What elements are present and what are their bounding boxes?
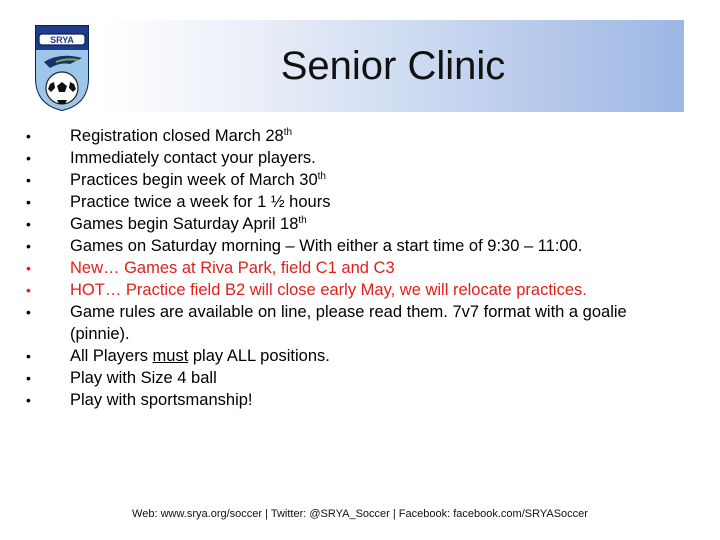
bullet-text: Games on Saturday morning – With either a start time of 9:30 – 11:00. [70,237,583,255]
footer-web-link[interactable]: Web: www.srya.org/soccer [132,508,263,520]
title-banner [102,20,684,112]
bullet-icon: • [26,282,31,298]
bullet-icon: • [26,370,31,386]
footer-separator: | [392,508,396,520]
bullet-text: Immediately contact your players. [70,149,316,167]
footer-twitter-link[interactable]: Twitter: @SRYA_Soccer [270,508,390,520]
list-item [26,389,686,411]
list-item [26,301,686,345]
bullet-text: Practice twice a week for 1 ½ hours [70,193,331,211]
soccer-ball-hawk-logo-icon [30,22,94,112]
bullet-icon: • [26,348,31,364]
bullet-icon: • [26,128,31,144]
list-item [26,213,686,235]
bullet-superscript: th [283,127,293,138]
list-item [26,147,686,169]
list-item [26,257,686,279]
page-title: Senior Clinic [280,44,506,88]
list-item [26,345,686,367]
bullet-icon: • [26,238,31,254]
bullet-superscript: th [298,215,307,226]
list-item [26,279,686,301]
bullet-text: play ALL positions. [188,347,330,365]
bullet-text: Game rules are available on line, please read them. 7v7 format with a goalie (pinnie). [70,303,627,343]
footer-contact [0,508,720,520]
list-item [26,125,686,147]
bullet-text: Registration closed March 28 [70,127,284,145]
list-item [26,235,686,257]
list-item [26,191,686,213]
bullet-icon: • [26,260,31,276]
bullet-icon: • [26,150,31,166]
bullet-icon: • [26,392,31,408]
bullet-icon: • [26,304,31,320]
bullet-icon: • [26,194,31,210]
bullet-text: New… Games at Riva Park, field C1 and C3 [70,259,395,277]
bullet-icon: • [26,172,31,188]
league-logo [30,22,94,112]
bullet-list [26,125,686,411]
logo-banner-text: SRYA [50,35,74,45]
bullet-text: Games begin Saturday April 18 [70,215,299,233]
bullet-text: HOT… Practice field B2 will close early May, we will relocate practices. [70,281,587,299]
bullet-emphasis: must [152,347,189,365]
footer-separator: | [265,508,268,520]
list-item [26,169,686,191]
footer-facebook-link[interactable]: Facebook: facebook.com/SRYASoccer [398,508,588,520]
bullet-text: Play with sportsmanship! [70,391,253,409]
bullet-icon: • [26,216,31,232]
bullet-superscript: th [317,171,326,182]
list-item [26,367,686,389]
bullet-text: Practices begin week of March 30 [70,171,318,189]
bullet-text: Play with Size 4 ball [70,369,217,387]
bullet-text: All Players [70,347,153,365]
